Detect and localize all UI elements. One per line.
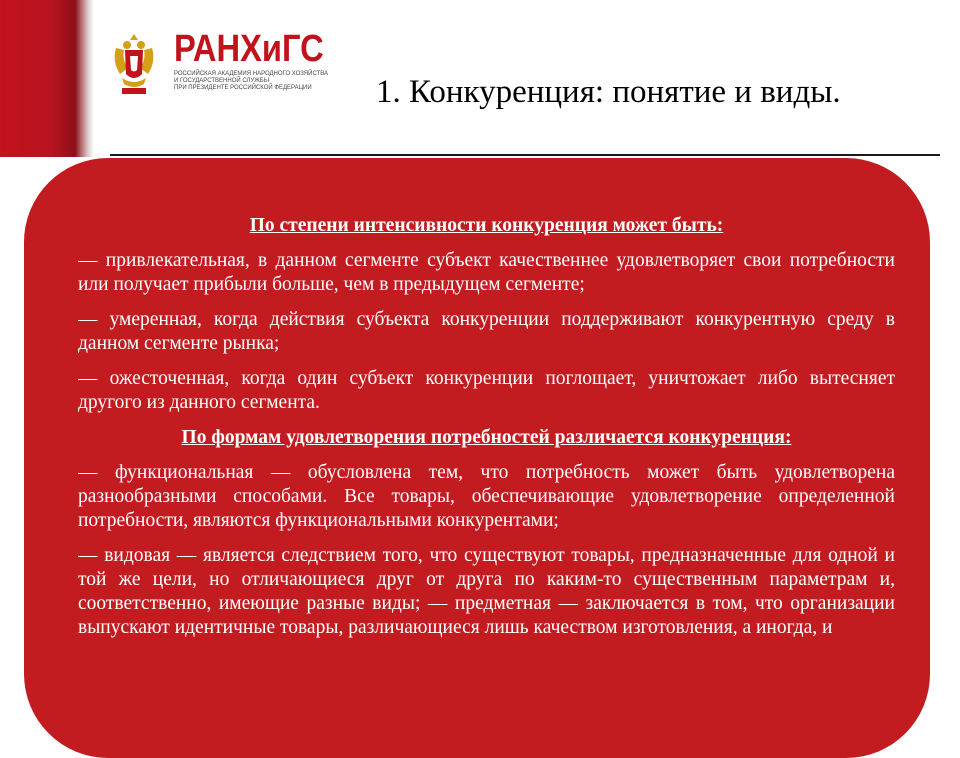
- brand-subtitle-line-2: И ГОСУДАРСТВЕННОЙ СЛУЖБЫ: [174, 78, 270, 84]
- brand-subtitle-line-3: ПРИ ПРЕЗИДЕНТЕ РОССИЙСКОЙ ФЕДЕРАЦИИ: [174, 85, 312, 91]
- paragraph-attractive: — привлекательная, в данном сегменте субъект качественнее удовлетворяет свои потребности или получает прибыли больше, чем в предыдущем сегменте;: [78, 250, 895, 295]
- paragraph-species: — видовая — является следствием того, что существуют товары, предназначенные для одной и той же цели, но отличающиеся друг от друга по каким-то существенным параметрам и, соответственно, имеющие разные виды; — предметная — заключается в том, что организации выпускают идентичные товары, различающиеся лишь качеством изготовления, а иногда, и: [78, 545, 895, 638]
- paragraph-fierce: — ожесточенная, когда один субъект конкуренции поглощает, уничтожает либо вытесняет другого из данного сегмента.: [78, 368, 895, 413]
- title-divider: [110, 154, 940, 156]
- brand-subtitle-line-1: РОССИЙСКАЯ АКАДЕМИЯ НАРОДНОГО ХОЗЯЙСТВА: [174, 71, 329, 77]
- section-heading-forms: По формам удовлетворения потребностей различается конкуренция:: [181, 427, 792, 448]
- brand-name: РАНХиГС: [174, 28, 324, 70]
- slide-title: 1. Конкуренция: понятие и виды.: [376, 74, 841, 110]
- double-headed-eagle-icon: [108, 28, 160, 100]
- content-text: [78, 214, 895, 704]
- ranepa-logo: [108, 28, 329, 103]
- paragraph-functional: — функциональная — обусловлена тем, что потребность может быть удовлетворена разнообразными способами. Все товары, обеспечивающие удовлетворение определенной потребности, являются функциональными конкурентами;: [78, 462, 895, 531]
- paragraph-moderate: — умеренная, когда действия субъекта конкуренции поддерживают конкурентную среду в данном сегменте рынка;: [78, 309, 895, 354]
- section-heading-intensity: По степени интенсивности конкуренция может быть:: [249, 215, 724, 236]
- decorative-side-bar: [0, 0, 94, 157]
